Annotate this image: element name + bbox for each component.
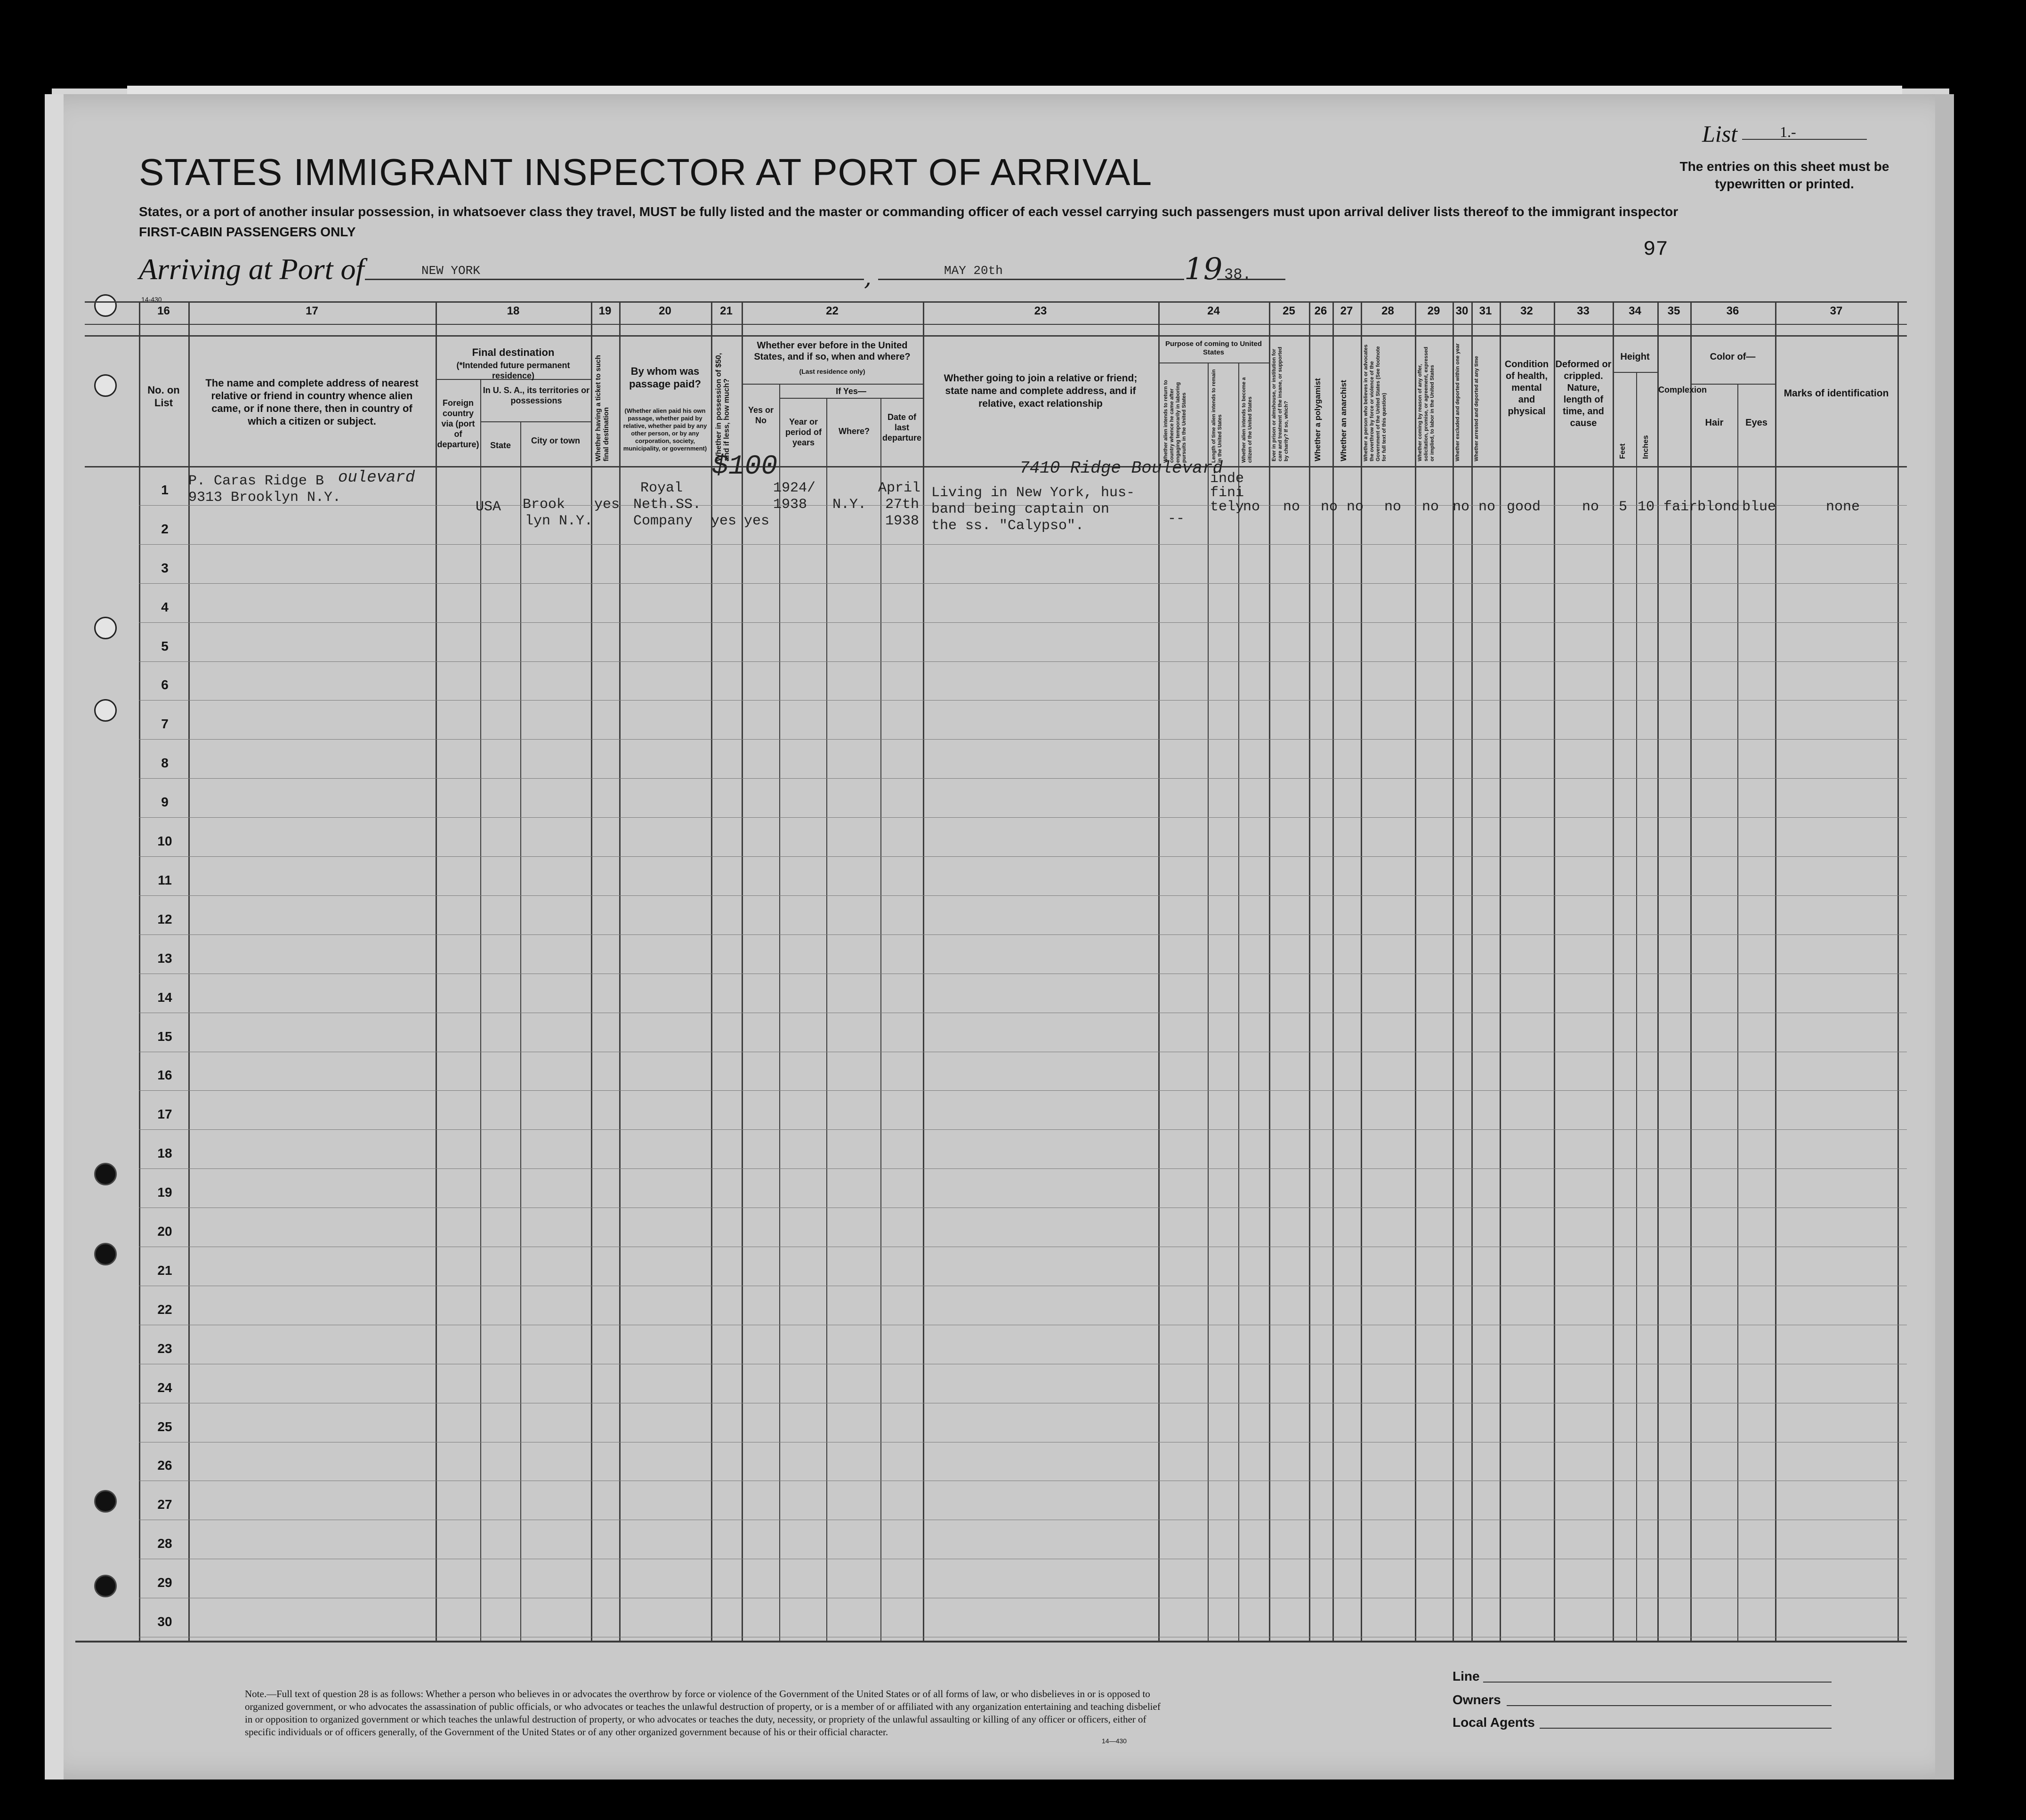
entry-hair: blond [1697, 499, 1740, 515]
punch-hole [94, 1243, 117, 1265]
entry-years-line1: 1924/ [773, 480, 816, 496]
row-number: 13 [157, 951, 172, 966]
colnum-21: 21 [720, 305, 733, 317]
entry-departure-line2: 27th [885, 497, 920, 513]
row-number: 24 [157, 1380, 172, 1395]
sheet-number: 97 [1643, 238, 1668, 261]
colnum-16: 16 [157, 305, 170, 317]
header-in-usa: In U. S. A., its territories or possessions [483, 386, 590, 405]
date-line [878, 279, 1184, 280]
header-date-departure: Date of last departure [882, 412, 922, 443]
header-purpose-b: Length of time alien intends to remain in the United States [1211, 369, 1223, 463]
row-rule [139, 700, 1907, 701]
relative-address-line1: P. Caras Ridge B [188, 473, 324, 489]
question-28-note: Note.—Full text of question 28 is as follows: Whether a person who believes in or advocates the overthrow by force or violence of the Government of the United States or of all forms of law, or who disbelieves in or is opposed to organized government, or who advocates the assassination of public officials, or who advocates or teaches the unlawful destruction of property, or is a member of or affiliated with any organization entertaining and teaching disbelief in or opposition to organized government or which teaches the unlawful destruction of property, or who advocates or teaches the duty, necessity, or propriety of the unlawful assaulting or killing of any officer or officers, either of specific individuals or of officers generally, of the Government of the United States or of any other organized government because of his or their official character. [245, 1688, 1161, 1738]
header-polygamist: Whether a polygamist [1313, 378, 1322, 461]
entry-city-line2: lyn N.Y. [525, 513, 593, 529]
colnum-33: 33 [1577, 305, 1590, 317]
header-anarchist: Whether an anarchist [1339, 380, 1348, 461]
row-rule [139, 1168, 1907, 1169]
header-ticket: Whether having a ticket to such final destination [594, 355, 610, 461]
row-number: 16 [157, 1068, 172, 1082]
header-nearest-relative: The name and complete address of nearest relative or friend in country whence alien came, or if none there, then in country of which a citizen or subject. [205, 377, 419, 427]
header-inches: Inches [1642, 435, 1650, 459]
row-number: 2 [161, 522, 169, 536]
entry-join-line3: the ss. "Calypso". [931, 518, 1084, 534]
line-label: Line [1453, 1669, 1480, 1683]
entry-where: N.Y. [832, 497, 867, 513]
header-passage-paid: By whom was passage paid? [629, 365, 701, 390]
row-number: 15 [157, 1029, 172, 1044]
year-suffix: 38. [1224, 266, 1251, 283]
row-number: 12 [157, 912, 172, 926]
row-rule [139, 544, 1907, 545]
header-q28: Whether a person who believes in or advocates the overthrow by force or violence of the Government of the United States (See footnote for full text of this question) [1363, 344, 1387, 461]
col-rule [139, 301, 140, 1641]
form-code-bottom: 14—430 [1102, 1737, 1127, 1745]
entries-note: The entries on this sheet must be typewritten or printed. [1679, 159, 1889, 191]
list-line [1742, 139, 1867, 140]
col-rule [1158, 301, 1160, 1641]
entry-q31: no [1478, 499, 1496, 515]
header-bottom-rule [85, 466, 1907, 467]
header-if-yes: If Yes— [836, 387, 866, 396]
entry-prison: no [1283, 499, 1300, 515]
row-rule [139, 739, 1907, 740]
header-prison: Ever in prison or almshouse, or institution for care and treatment of the insane, or supported by charity? If so, which? [1271, 346, 1289, 461]
owners-field [1507, 1705, 1832, 1706]
colnum-17: 17 [306, 305, 318, 317]
table-top-rule [85, 301, 1907, 303]
header-q30: Whether excluded and deported within one year [1455, 343, 1461, 461]
header-where: Where? [838, 427, 870, 436]
colnum-23: 23 [1034, 305, 1047, 317]
header-complexion: Complexion [1658, 385, 1707, 395]
punch-hole [94, 294, 117, 317]
col-rule [1415, 301, 1416, 1641]
punch-hole [94, 1490, 117, 1513]
relative-address-line2: 9313 Brooklyn N.Y. [188, 490, 341, 506]
entry-purpose-b-line2: fini [1210, 485, 1244, 501]
entry-purpose-c: no [1243, 499, 1260, 515]
header-feet: Feet [1619, 443, 1627, 459]
header-no-on-list: No. on List [147, 384, 180, 409]
row-rule [139, 856, 1907, 857]
header-final-destination: Final destination [472, 346, 555, 358]
entry-join-line1: Living in New York, hus- [931, 485, 1135, 501]
row-rule [139, 778, 1907, 779]
header-city: City or town [531, 436, 580, 445]
entry-q29: no [1422, 499, 1439, 515]
entry-city-line1: Brook [523, 497, 565, 513]
row-number: 5 [161, 639, 169, 653]
row-number: 22 [157, 1302, 172, 1317]
colnum-19: 19 [598, 305, 612, 317]
subcol-rule [1636, 372, 1637, 1641]
col-rule [1554, 301, 1555, 1641]
row-rule [139, 1090, 1907, 1091]
entry-paid-line2: Neth.SS. [633, 497, 702, 513]
header-deformed: Deformed or crippled. Nature, length of time, and cause [1555, 359, 1612, 428]
row-rule [139, 1129, 1907, 1130]
col-rule [1657, 301, 1659, 1641]
entry-ticket: yes [594, 497, 620, 513]
subcol-rule [520, 421, 521, 1641]
colnum-34: 34 [1629, 305, 1641, 317]
header-purpose: Purpose of coming to United States [1165, 340, 1262, 356]
subcol-rule [1238, 362, 1239, 1641]
row-number: 6 [161, 677, 169, 692]
port-value: NEW YORK [421, 264, 480, 278]
punch-hole [94, 374, 117, 397]
header-color-of: Color of— [1710, 352, 1756, 362]
col-rule [1471, 301, 1473, 1641]
header-yes-no: Yes or No [748, 405, 774, 425]
header-q31: Whether arrested and deported at any time [1474, 356, 1479, 461]
header-passage-paid-sub: (Whether alien paid his own passage, whether paid by relative, whether paid by any other person, or by any corporation, society, municipality, or government) [623, 407, 707, 452]
punch-hole [94, 1575, 117, 1597]
manifest-sheet [45, 94, 1954, 1780]
col-rule [711, 301, 712, 1641]
col-rule [1613, 301, 1614, 1641]
row-number: 18 [157, 1146, 172, 1160]
colnum-29: 29 [1427, 305, 1440, 317]
entry-q28: no [1384, 499, 1402, 515]
entry-eyes: blue [1742, 499, 1776, 515]
row-rule [139, 934, 1907, 935]
colnum-28: 28 [1381, 305, 1394, 317]
row-number: 3 [161, 561, 169, 575]
row-number: 29 [157, 1575, 172, 1590]
header-possession-50: Whether in possession of $50, and if less, how much? [715, 353, 731, 461]
row-rule [139, 583, 1907, 584]
col-rule [436, 301, 437, 1641]
entry-purpose-a: -- [1168, 511, 1185, 527]
entry-paid-line1: Royal [640, 480, 683, 496]
table-bottom-rule [75, 1641, 1907, 1643]
entry-years-line2: 1938 [773, 497, 807, 513]
row-number: 26 [157, 1458, 172, 1473]
colnum-35: 35 [1667, 305, 1680, 317]
col-rule [591, 301, 592, 1641]
local-agents-label: Local Agents [1453, 1715, 1535, 1730]
header-final-destination-sub: (*Intended future permanent residence) [456, 361, 570, 380]
entry-purpose-b-line3: tely [1210, 499, 1244, 515]
port-line [365, 279, 864, 280]
form-code-top: 14-430 [141, 296, 162, 303]
row-rule [139, 817, 1907, 818]
col-rule [1269, 301, 1270, 1641]
row-number: 25 [157, 1419, 172, 1434]
entry-money-typed: yes [711, 513, 737, 529]
row-number: 17 [157, 1107, 172, 1121]
header-marks: Marks of identification [1784, 388, 1889, 399]
header-purpose-a: Whether alien intends to return to country whence he came after engaging temporarily in laboring pursuits in the United States [1163, 379, 1187, 463]
entry-state: USA [476, 499, 501, 515]
colnum-36: 36 [1726, 305, 1739, 317]
header-join-relative: Whether going to join a relative or friend; state name and complete address, and if relative, exact relationship [944, 373, 1138, 409]
colnum-30: 30 [1455, 305, 1469, 317]
header-ever-before-sub: (Last residence only) [799, 368, 865, 375]
rule-usa [480, 421, 591, 422]
paper-left-edge [45, 94, 64, 1780]
row-number: 27 [157, 1497, 172, 1512]
rule-purpose [1158, 362, 1269, 363]
colnum-25: 25 [1283, 305, 1295, 317]
punch-hole [94, 1163, 117, 1185]
entry-departure-line3: 1938 [885, 513, 920, 529]
line-field [1483, 1682, 1832, 1683]
entry-purpose-b-line1: inde [1210, 471, 1244, 487]
entry-q30: no [1453, 499, 1470, 515]
colnum-26: 26 [1314, 305, 1327, 317]
row-number: 11 [158, 873, 172, 887]
header-state: State [490, 441, 511, 450]
entry-health: good [1507, 499, 1541, 515]
owners-label: Owners [1453, 1692, 1501, 1707]
row-number: 7 [161, 717, 169, 731]
subcol-rule [1208, 362, 1209, 1641]
entry-complexion: fair [1663, 499, 1698, 515]
entry-polygamist: no [1321, 499, 1338, 515]
row-number: 10 [157, 834, 172, 848]
rule-ever-before [742, 384, 923, 385]
subcol-rule [779, 384, 780, 1641]
row-number: 9 [161, 795, 169, 809]
punch-hole [94, 617, 117, 639]
header-year-period: Year or period of years [785, 417, 822, 447]
date-value: MAY 20th [944, 264, 1003, 278]
row-number: 8 [161, 756, 169, 770]
colnum-rule [85, 324, 1907, 325]
entry-marks: none [1826, 499, 1860, 515]
col-rule [1309, 301, 1310, 1641]
row-rule [139, 895, 1907, 896]
col-rule [923, 301, 924, 1641]
subcol-rule [1737, 384, 1738, 1641]
row-rule [139, 661, 1907, 662]
header-height: Height [1620, 352, 1650, 362]
row-number: 19 [157, 1185, 172, 1200]
row-number: 20 [157, 1224, 172, 1239]
local-agents-field [1540, 1728, 1832, 1729]
header-q29: Whether coming by reason of any offer, solicitation, promise, or agreement, expressed or implied, to labor in the United States [1417, 346, 1435, 461]
arriving-label: Arriving at Port of [139, 252, 364, 286]
colnum-32: 32 [1520, 305, 1533, 317]
row-number: 14 [157, 990, 172, 1005]
paper-right-edge [1935, 94, 1954, 1780]
row-rule [139, 622, 1907, 623]
rule-if-yes [779, 398, 923, 399]
header-health: Condition of health, mental and physical [1504, 359, 1549, 417]
row-number: 4 [161, 600, 169, 614]
colnum-24: 24 [1207, 305, 1220, 317]
colnum-37: 37 [1830, 305, 1843, 317]
subcol-rule [480, 379, 481, 1641]
passenger-class: FIRST-CABIN PASSENGERS ONLY [139, 225, 356, 239]
rule-color [1690, 384, 1775, 385]
header-purpose-c: Whether alien intends to become a citizen of the United States [1241, 377, 1253, 463]
colnum-20: 20 [659, 305, 671, 317]
punch-hole [94, 699, 117, 722]
rule-height [1613, 372, 1657, 373]
subcol-rule [826, 398, 827, 1641]
entry-inches: 10 [1638, 499, 1655, 515]
col-rule [1500, 301, 1501, 1641]
col-rule [742, 301, 743, 1641]
row-number: 23 [157, 1341, 172, 1356]
relative-address-handwritten: oulevard [338, 469, 415, 487]
entry-money-handwritten: $100 [712, 451, 778, 482]
entry-deformed: no [1582, 499, 1599, 515]
header-eyes: Eyes [1745, 418, 1768, 428]
entry-ever-before: yes [744, 513, 770, 529]
list-number: 1.- [1780, 123, 1796, 140]
year-prefix: 19 [1184, 252, 1223, 287]
entry-join-handwritten: 7410 Ridge Boulevard [1019, 459, 1223, 478]
colnum-22: 22 [826, 305, 839, 317]
entry-feet: 5 [1619, 499, 1628, 515]
row-number: 1 [161, 483, 169, 497]
colnum-18: 18 [507, 305, 520, 317]
entry-anarchist: no [1347, 499, 1364, 515]
list-label: List [1702, 121, 1738, 147]
row-number: 28 [157, 1536, 172, 1551]
colnum-27: 27 [1340, 305, 1353, 317]
subcol-rule [880, 398, 881, 1641]
form-title: STATES IMMIGRANT INSPECTOR AT PORT OF ARRIVAL [139, 151, 1153, 193]
header-ever-before: Whether ever before in the United States, and if so, when and where? [754, 340, 911, 362]
entry-paid-line3: Company [633, 513, 693, 529]
form-instructions: States, or a port of another insular possession, in whatsoever class they travel, MUST be fully listed and the master or commanding officer of each vessel carrying such passengers must upon arrival deliver lists thereof to the immigrant inspector [139, 204, 1679, 219]
entry-departure-line1: April [878, 480, 921, 496]
header-foreign-country: Foreign country via (port of departure) [437, 398, 479, 449]
colnum-31: 31 [1479, 305, 1492, 317]
comma: , [864, 264, 872, 291]
entry-join-line2: band being captain on [931, 501, 1110, 517]
header-top-rule [85, 335, 1907, 337]
row-number: 21 [157, 1263, 172, 1278]
header-hair: Hair [1705, 418, 1724, 428]
col-rule [1897, 301, 1899, 1641]
row-number: 30 [157, 1614, 172, 1629]
